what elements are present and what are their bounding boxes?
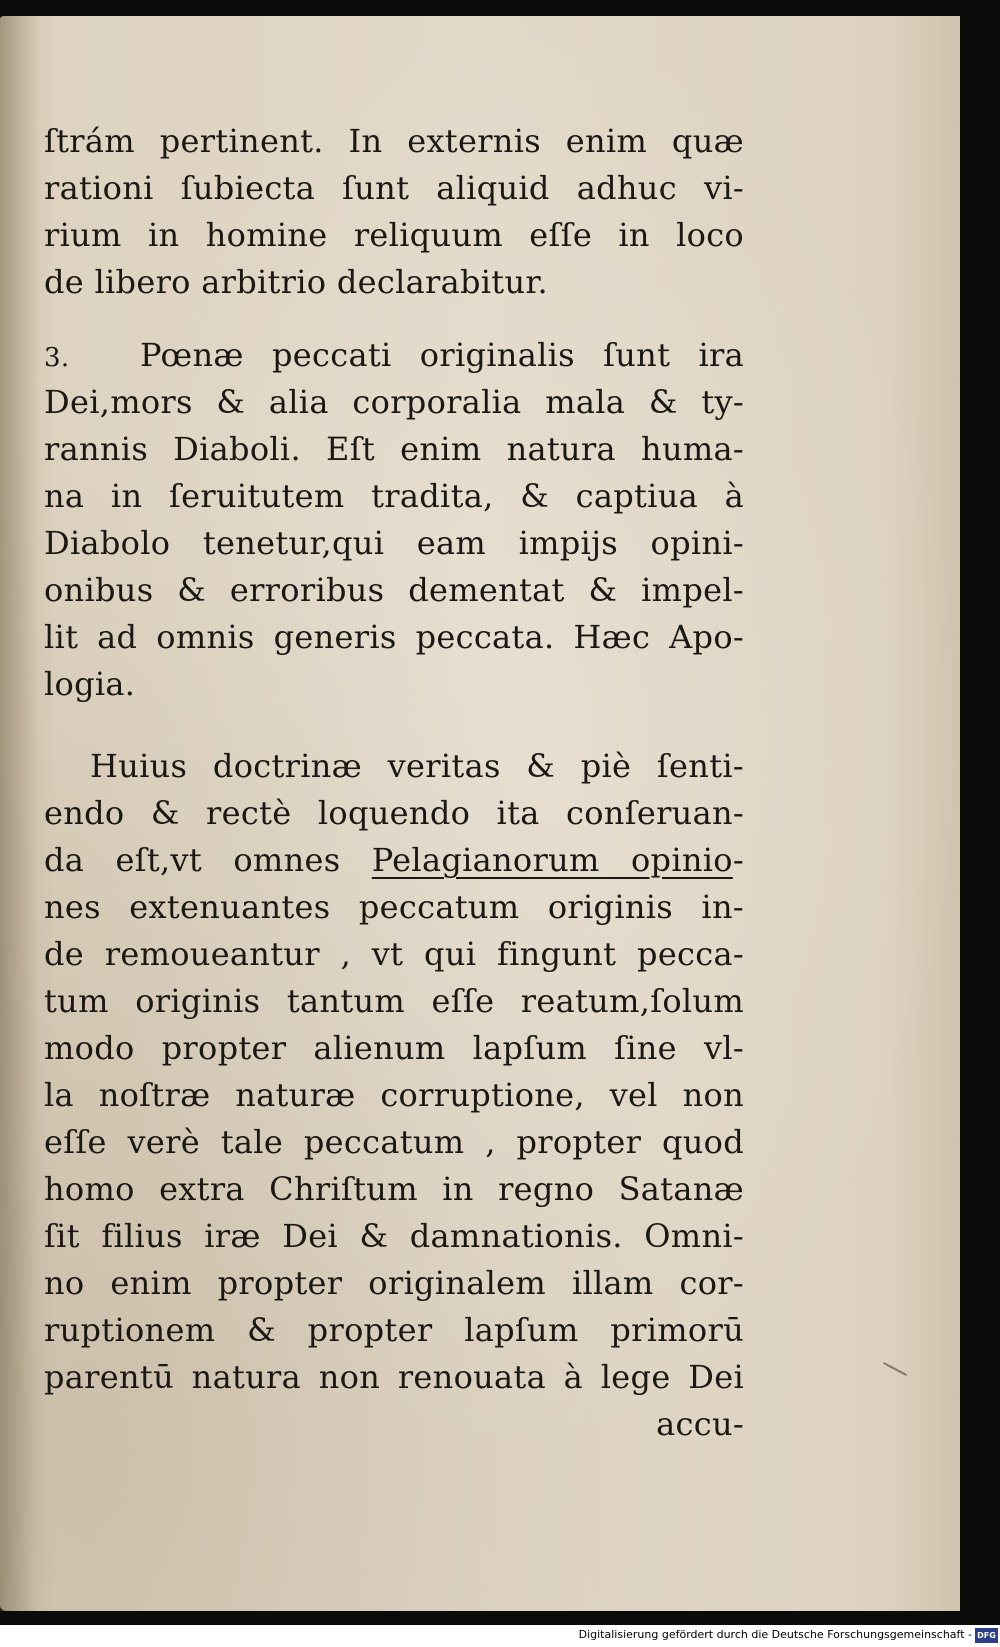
text-line: la noſtræ naturæ corruptione, vel non <box>44 1076 744 1114</box>
text-line: Diabolo tenetur,qui eam impijs opini- <box>44 524 744 562</box>
book-page <box>0 16 960 1611</box>
footer-credit: Digitalisierung gefördert durch die Deutsche Forschungsgemeinschaft - <box>578 1628 972 1641</box>
text-line: nes extenuantes peccatum originis in- <box>44 888 744 926</box>
paragraph-gap <box>44 708 744 743</box>
text-line-content: Huius doctrinæ veritas & piè ſenti- <box>90 747 744 785</box>
text-line: modo propter alienum lapſum ſine vl- <box>44 1029 744 1067</box>
text-line: onibus & erroribus dementat & impel- <box>44 571 744 609</box>
spine-shadow <box>0 16 38 1611</box>
text-line <box>44 837 744 884</box>
text-line-content: da eſt,vt omnes Pelagianorum opinio- <box>44 841 744 879</box>
text-line: ruptionem & propter lapſum primorū <box>44 1311 744 1349</box>
paragraph-gap <box>44 306 744 332</box>
text-line: rannis Diaboli. Eſt enim natura huma- <box>44 430 744 468</box>
text-line <box>44 743 744 790</box>
paper-blemish <box>883 1362 907 1376</box>
text-line: na in ſeruitutem tradita, & captiua à <box>44 477 744 515</box>
text-line: parentū natura non renouata à lege Dei <box>44 1358 744 1396</box>
paragraph-number: 3. <box>44 343 70 373</box>
catchword: accu- <box>656 1405 744 1443</box>
text-line: Dei,mors & alia corporalia mala & ty- <box>44 383 744 421</box>
dfg-logo[interactable]: DFG <box>975 1628 998 1643</box>
text-line-content: Pœnæ peccati originalis ſunt ira <box>140 336 744 374</box>
page-text <box>44 118 744 1448</box>
text-line: no enim propter originalem illam cor- <box>44 1264 744 1302</box>
text-line <box>44 332 744 379</box>
text-line: tum originis tantum eſſe reatum,ſolum <box>44 982 744 1020</box>
text-line: logia. <box>44 665 136 703</box>
text-line: de remoueantur , vt qui fingunt pecca- <box>44 935 744 973</box>
text-line: de libero arbitrio declarabitur. <box>44 263 548 301</box>
text-line: rium in homine reliquum eſſe in loco <box>44 216 744 254</box>
text-line: ſit filius iræ Dei & damnationis. Omni- <box>44 1217 744 1255</box>
text-line: lit ad omnis generis peccata. Hæc Apo- <box>44 618 744 656</box>
text-line: rationi ſubiecta ſunt aliquid adhuc vi- <box>44 169 744 207</box>
text-line: homo extra Chriſtum in regno Satanæ <box>44 1170 744 1208</box>
text-line: ſtrám pertinent. In externis enim quæ <box>44 122 744 160</box>
text-line: eſſe verè tale peccatum , propter quod <box>44 1123 744 1161</box>
text-line: endo & rectè loquendo ita conſeruan- <box>44 794 744 832</box>
underlined-phrase: Pelagianorum opinio <box>371 841 733 879</box>
digitization-footer <box>0 1625 1000 1647</box>
